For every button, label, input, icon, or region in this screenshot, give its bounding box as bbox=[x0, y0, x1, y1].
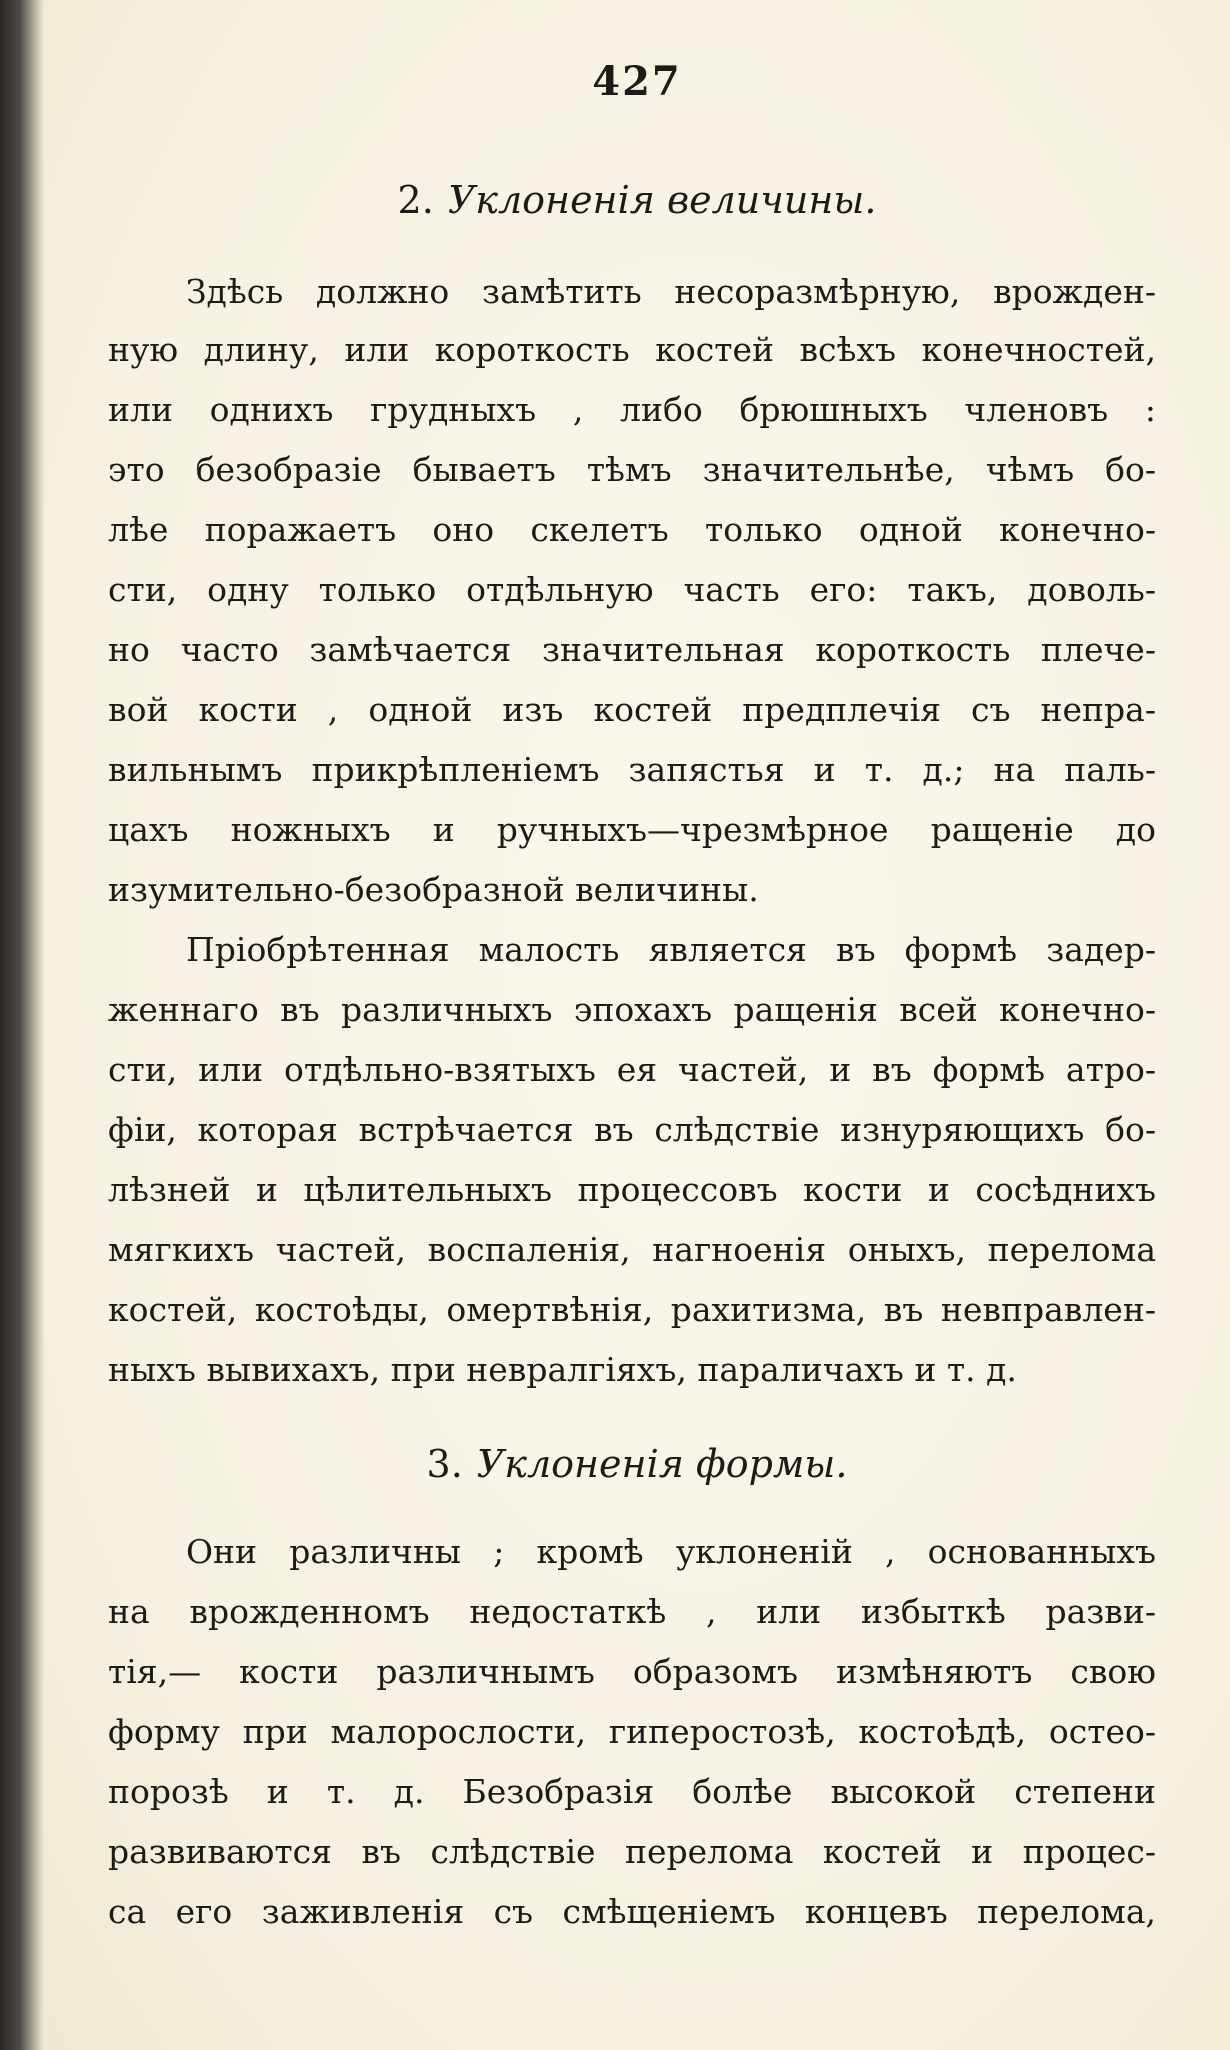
section-number: 2. bbox=[397, 178, 434, 222]
text-line: или однихъ грудныхъ , либо брюшныхъ членовъ : bbox=[108, 390, 1156, 429]
section-number: 3. bbox=[426, 1442, 463, 1486]
text-line: порозѣ и т. д. Безобразія болѣе высокой степени bbox=[108, 1772, 1156, 1811]
text-line: фіи, которая встрѣчается въ слѣдствіе изнуряющихъ бо- bbox=[108, 1110, 1156, 1149]
text-line: но часто замѣчается значительная короткость плече- bbox=[108, 630, 1156, 669]
text-line: тія,— кости различнымъ образомъ измѣняютъ свою bbox=[108, 1652, 1156, 1691]
text-line: вой кости , одной изъ костей предплечія съ непра- bbox=[108, 690, 1156, 729]
text-line: женнаго въ различныхъ эпохахъ ращенія всей конечно- bbox=[108, 990, 1156, 1029]
text-line: изумительно-безобразной величины. bbox=[108, 870, 759, 909]
text-line: цахъ ножныхъ и ручныхъ—чрезмѣрное ращеніе до bbox=[108, 810, 1156, 849]
text-line: сти, или отдѣльно-взятыхъ ея частей, и въ формѣ атро- bbox=[108, 1050, 1156, 1089]
text-line: Пріобрѣтенная малость является въ формѣ задер- bbox=[186, 930, 1156, 969]
book-page bbox=[44, 0, 1230, 2050]
text-line: сти, одну только отдѣльную часть его: такъ, доволь- bbox=[108, 570, 1156, 609]
text-line: на врожденномъ недостаткѣ , или избыткѣ разви- bbox=[108, 1592, 1156, 1631]
text-line: Здѣсь должно замѣтить несоразмѣрную, врожден- bbox=[186, 272, 1156, 311]
page-number: 427 bbox=[592, 58, 682, 105]
section-title: Уклоненія величины. bbox=[447, 178, 877, 222]
section-title: Уклоненія формы. bbox=[476, 1442, 848, 1486]
book-gutter bbox=[0, 0, 44, 2050]
text-line: лѣзней и цѣлительныхъ процессовъ кости и сосѣднихъ bbox=[108, 1170, 1156, 1209]
text-line: лѣе поражаетъ оно скелетъ только одной конечно- bbox=[108, 510, 1156, 549]
section-heading-2 bbox=[44, 178, 1230, 222]
text-line: развиваются въ слѣдствіе перелома костей и процес- bbox=[108, 1832, 1156, 1871]
section-heading-3 bbox=[44, 1442, 1230, 1486]
text-line: форму при малорослости, гиперостозѣ, костоѣдѣ, остео- bbox=[108, 1712, 1156, 1751]
text-line: это безобразіе бываетъ тѣмъ значительнѣе, чѣмъ бо- bbox=[108, 450, 1156, 489]
text-line: Они различны ; кромѣ уклоненій , основанныхъ bbox=[186, 1532, 1156, 1571]
text-line: мягкихъ частей, воспаленія, нагноенія оныхъ, перелома bbox=[108, 1230, 1156, 1269]
text-line: са его заживленія съ смѣщеніемъ концевъ перелома, bbox=[108, 1892, 1156, 1931]
text-line: костей, костоѣды, омертвѣнія, рахитизма, въ невправлен- bbox=[108, 1290, 1156, 1329]
text-line: вильнымъ прикрѣпленіемъ запястья и т. д.; на паль- bbox=[108, 750, 1156, 789]
text-line: ныхъ вывихахъ, при невралгіяхъ, параличахъ и т. д. bbox=[108, 1350, 1017, 1389]
text-line: ную длину, или короткость костей всѣхъ конечностей, bbox=[108, 330, 1156, 369]
